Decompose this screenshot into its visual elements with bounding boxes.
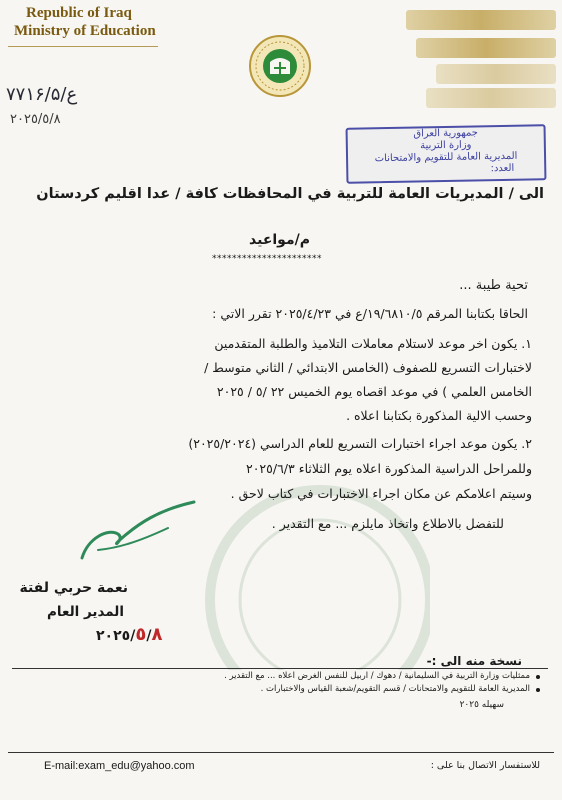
copy-item: ممثليات وزارة التربية في السليمانية / دهوك / اربيل للنفس الغرض اعلاه ... مع التقدير . xyxy=(224,670,540,683)
signature-date: ٢٠٢٥/٥/٨ xyxy=(96,624,163,645)
stamp-line: وزارة التربية xyxy=(420,139,472,152)
body-line: لاختبارات التسريع للصفوف (الخامس الابتدائي / الثاني متوسط / xyxy=(204,360,532,375)
date-day: ٨ xyxy=(151,624,163,645)
stamp-line: جمهورية العراق xyxy=(413,127,479,140)
letter-recipient: الى / المديريات العامة للتربية في المحافظات كافة / عدا اقليم كردستان xyxy=(36,186,544,202)
reference-number: ۷۷۱۶/۵/ع xyxy=(6,84,78,105)
body-line: ١. يكون اخر موعد لاستلام معاملات التلاميذ والطلبة المتقدمين xyxy=(214,336,532,351)
footer-email: E-mail:exam_edu@yahoo.com xyxy=(44,760,195,772)
typist-initials: سهيله ٢٠٢٥ xyxy=(459,700,504,710)
date-month: ٥ xyxy=(135,624,147,645)
letter-greeting: تحية طيبة ... xyxy=(459,278,528,293)
body-line: وسيتم اعلامكم عن مكان اجراء الاختبارات في كتاب لاحق . xyxy=(230,486,532,501)
letterhead-arabic xyxy=(406,10,556,110)
copies-divider xyxy=(12,668,548,669)
stamp-line: المديرية العامة للتقويم والامتحانات xyxy=(374,150,518,165)
body-line: الخامس العلمي ) في موعد اقصاه يوم الخميس ٢٢ /٥ / ٢٠٢٥ xyxy=(216,384,532,399)
letter-subject: م/مواعيد xyxy=(249,232,310,248)
footer-contact: للاستفسار الاتصال بنا على : xyxy=(430,760,540,771)
copies-list xyxy=(224,670,540,696)
subject-separator: ********************** xyxy=(212,254,322,264)
letterhead-arabic-band xyxy=(406,10,556,30)
copy-item: المديرية العامة للتقويم والامتحانات / قسم التقويم/شعبة القياس والاختبارات . xyxy=(224,683,540,696)
body-line: وحسب الالية المذكورة بكتابنا اعلاه . xyxy=(346,408,532,423)
letterhead-arabic-band xyxy=(416,38,556,58)
ministry-emblem-icon xyxy=(248,34,312,98)
stamp-line: العدد: xyxy=(490,162,515,175)
reference-date: ٢٠٢٥/٥/٨ xyxy=(10,112,61,127)
signatory-title: المدير العام xyxy=(47,604,124,620)
body-line: ٢. يكون موعد اجراء اختبارات التسريع للعام الدراسي (٢٠٢٥/٢٠٢٤) xyxy=(188,436,532,451)
date-year: ٢٠٢٥ xyxy=(96,628,131,644)
body-line: الحاقا بكتابنا المرقم ١٩/٦٨١٠/٥/ع في ٢٠٢٥/٤/٢٣ تقرر الاتي : xyxy=(212,306,528,321)
copies-heading: نسخة منه الى :- xyxy=(426,654,522,668)
letterhead-arabic-band xyxy=(436,64,556,84)
signature-icon xyxy=(78,498,198,568)
body-line: وللمراحل الدراسية المذكورة اعلاه يوم الثلاثاء ٢٠٢٥/٦/٣ xyxy=(246,461,532,476)
letterhead-arabic-band xyxy=(426,88,556,108)
letterhead-english xyxy=(8,4,178,47)
footer-divider xyxy=(8,752,554,753)
letterhead-divider xyxy=(8,46,158,47)
signatory-name: نعمة حربي لفتة xyxy=(19,580,128,596)
incoming-stamp xyxy=(346,124,547,183)
letterhead-ministry: Ministry of Education xyxy=(14,23,156,39)
letter-closing: للتفضل بالاطلاع واتخاذ مايلزم ... مع التقدير . xyxy=(271,516,504,531)
letterhead-country: Republic of Iraq xyxy=(26,5,132,21)
